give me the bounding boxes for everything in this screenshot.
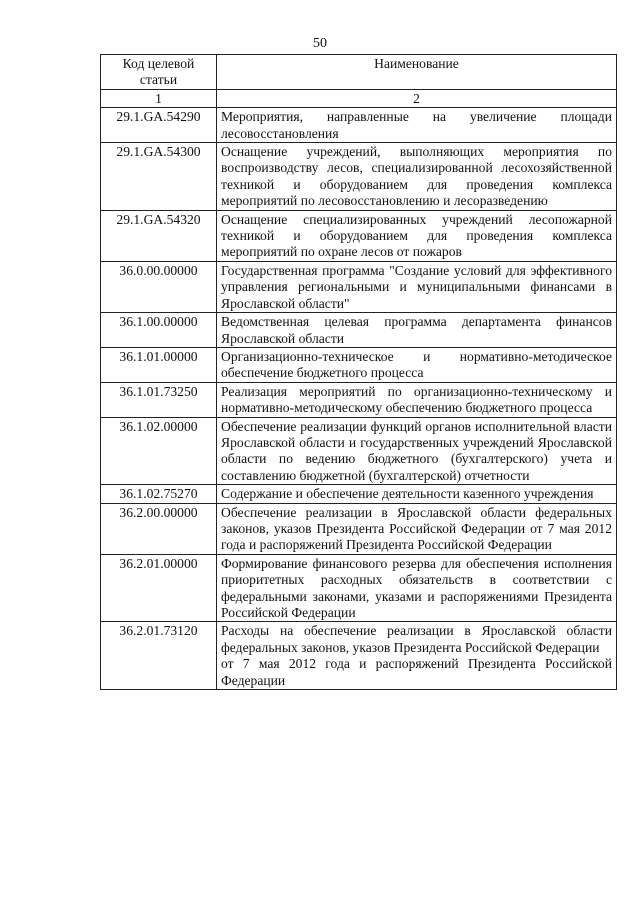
- table-row: [101, 143, 617, 211]
- item-name-text: Реализация мероприятий по организационно-техническому и нормативно-методическому обеспечению бюджетного процесса: [221, 383, 612, 416]
- item-name: [217, 210, 617, 261]
- item-name-text: Содержание и обеспечение деятельности казенного учреждения: [221, 486, 594, 502]
- page-number: 50: [313, 36, 327, 51]
- item-name-text: Ведомственная целевая программа департамента финансов Ярославской области: [221, 314, 612, 346]
- item-name-text: от 7 мая 2012 года и распоряжений Президента Российской Федерации: [221, 656, 612, 688]
- item-name-text: Обеспечение реализации функций органов исполнительной власти Ярославской области и государственных учреждений Ярославской области по ведению бюджетного (бухгалтерского) учета и составлению бюджетной (бухгалтерской) отчетности: [221, 418, 612, 483]
- table-row: [101, 622, 617, 690]
- item-name: [217, 382, 617, 417]
- table-row: [101, 347, 617, 382]
- name-column-header: Наименование: [217, 55, 617, 90]
- table-row: [101, 261, 617, 312]
- item-name-text: Оснащение специализированных учреждений лесопожарной техникой и оборудованием для проведения комплекса мероприятий по охране лесов от пожаров: [221, 211, 612, 260]
- item-name: [217, 554, 617, 622]
- target-code: 36.2.01.73120: [101, 622, 217, 690]
- target-code: 29.1.GA.54320: [101, 210, 217, 261]
- item-name: [217, 143, 617, 211]
- target-code: 36.2.00.00000: [101, 503, 217, 554]
- table-row: [101, 313, 617, 348]
- table-row: [101, 554, 617, 622]
- target-code: 36.1.02.00000: [101, 417, 217, 485]
- item-name: [217, 347, 617, 382]
- item-name: [217, 108, 617, 143]
- target-code: 36.1.01.00000: [101, 347, 217, 382]
- item-name: [217, 503, 617, 554]
- item-name-text: Мероприятия, направленные на увеличение площади лесовосстановления: [221, 109, 612, 141]
- item-name-text: Расходы на обеспечение реализации в Ярославской области федеральных законов, указов Президента Российской Федерации: [221, 623, 612, 655]
- code-column-header: Код целевой статьи: [101, 55, 217, 90]
- budget-codes-table: [100, 54, 617, 690]
- target-code: 36.1.00.00000: [101, 313, 217, 348]
- item-name-text: Оснащение учреждений, выполняющих мероприятия по воспроизводству лесов, специализированной лесохозяйственной техникой и оборудованием для проведения комплекса мероприятий по лесовосстановлению и лесоразведению: [221, 144, 612, 209]
- item-name: [217, 313, 617, 348]
- table-row: [101, 417, 617, 485]
- target-code: 29.1.GA.54290: [101, 108, 217, 143]
- item-name-text: Формирование финансового резерва для обеспечения исполнения приоритетных расходных обязательств в соответствии с федеральными законами, указами и распоряжениями Президента Российской Федерации: [221, 555, 612, 620]
- target-code: 29.1.GA.54300: [101, 143, 217, 211]
- table-row: [101, 503, 617, 554]
- table-body: [101, 108, 617, 690]
- item-name-text: Государственная программа "Создание условий для эффективного управления региональными и муниципальными финансами в Ярославской области": [221, 262, 612, 311]
- column-number-1: 1: [101, 89, 217, 107]
- item-name: [217, 622, 617, 690]
- target-code: 36.2.01.00000: [101, 554, 217, 622]
- item-name-text: Организационно-техническое и нормативно-методическое обеспечение бюджетного процесса: [221, 348, 612, 381]
- item-name-text: Обеспечение реализации в Ярославской области федеральных законов, указов Президента Российской Федерации от 7 мая 2012 года и распоряжений Президента Российской Федерации: [221, 504, 612, 553]
- table-row: [101, 108, 617, 143]
- item-name: [217, 417, 617, 485]
- table-row: [101, 210, 617, 261]
- table-row: [101, 382, 617, 417]
- item-name: [217, 261, 617, 312]
- column-number-2: 2: [217, 89, 617, 107]
- target-code: 36.0.00.00000: [101, 261, 217, 312]
- table-header-row: [101, 55, 617, 90]
- table-row: [101, 485, 617, 503]
- target-code: 36.1.01.73250: [101, 382, 217, 417]
- item-name: [217, 485, 617, 503]
- column-number-row: [101, 89, 617, 107]
- target-code: 36.1.02.75270: [101, 485, 217, 503]
